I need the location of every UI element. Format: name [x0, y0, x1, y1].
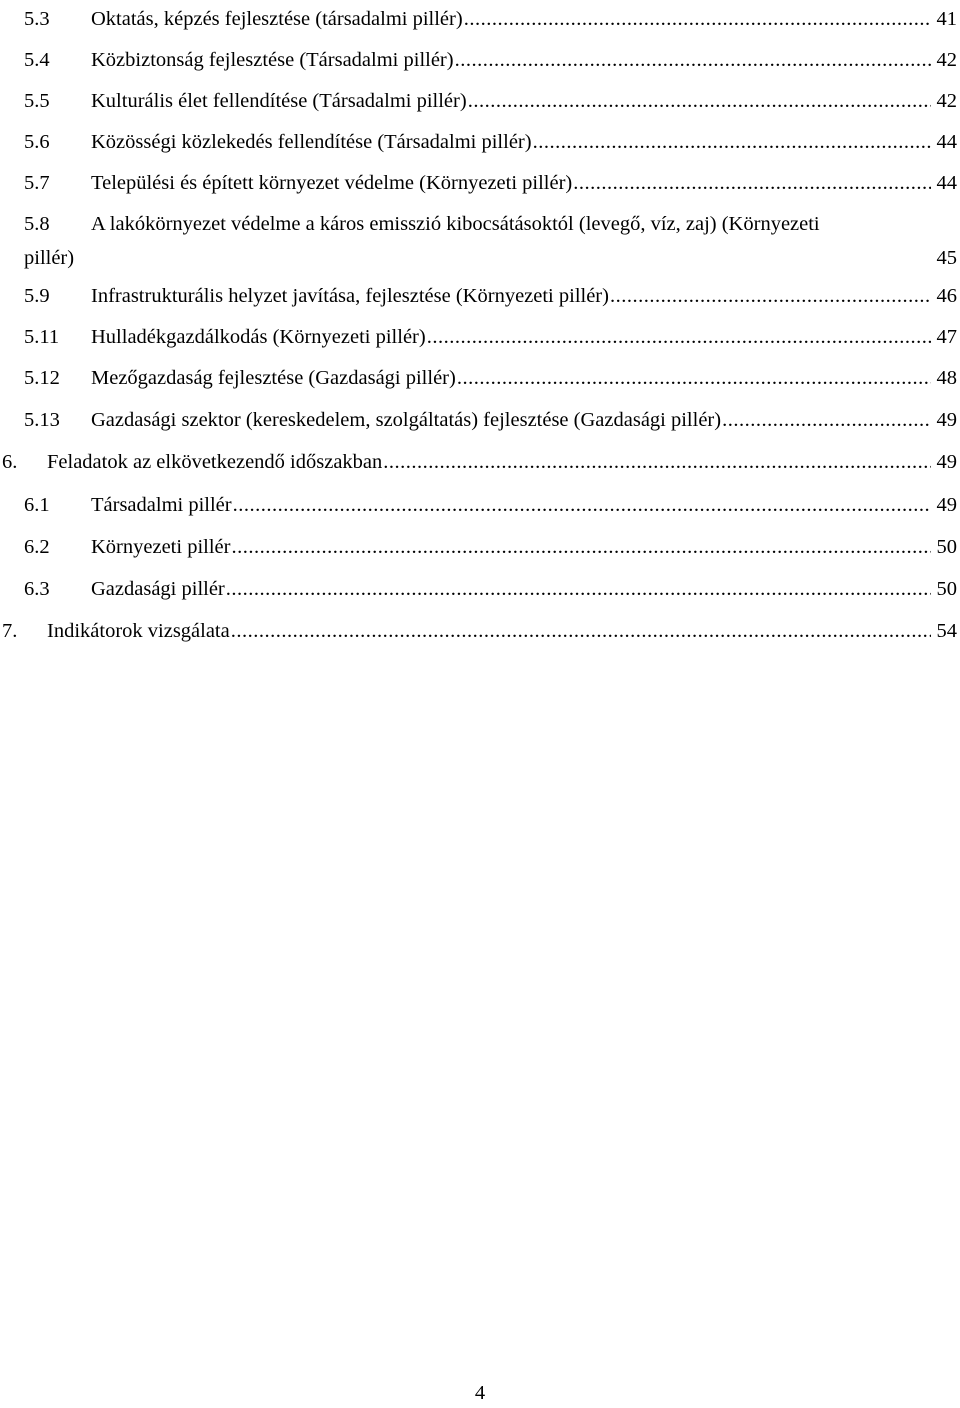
- toc-entry-page: 47: [936, 326, 957, 348]
- toc-entry-page: 49: [936, 451, 957, 473]
- toc-entry-page: 44: [936, 131, 957, 153]
- toc-entry-page: 45: [936, 247, 957, 269]
- toc-entry-page: 54: [936, 620, 957, 642]
- dot-leader: [457, 363, 931, 393]
- toc-entry-page: 49: [936, 494, 957, 516]
- toc-entry-title: Kulturális élet fellendítése (Társadalmi pillér): [91, 90, 467, 112]
- toc-entry-number: 5.9: [24, 285, 50, 307]
- dot-leader: [468, 86, 931, 116]
- toc-entry-title: Társadalmi pillér: [91, 494, 232, 516]
- toc-entry-number: 5.5: [24, 90, 50, 112]
- toc-entry[interactable]: [0, 127, 960, 157]
- toc-entry-title: Környezeti pillér: [91, 536, 231, 558]
- page-number: 4: [474, 1382, 486, 1404]
- toc-entry-title: Feladatok az elkövetkezendő időszakban: [47, 451, 383, 473]
- toc-entry-title: Közösségi közlekedés fellendítése (Társadalmi pillér): [91, 131, 532, 153]
- toc-entry-title: Mezőgazdaság fejlesztése (Gazdasági pillér): [91, 367, 456, 389]
- dot-leader: [231, 616, 931, 646]
- toc-entry-number: 5.7: [24, 172, 50, 194]
- toc-entry-title: Indikátorok vizsgálata: [47, 620, 230, 642]
- dot-leader: [573, 168, 931, 198]
- toc-entry-page: 50: [936, 536, 957, 558]
- toc-entry-page: 48: [936, 367, 957, 389]
- toc-entry[interactable]: [0, 574, 960, 604]
- toc-entry[interactable]: [0, 405, 960, 435]
- toc-entry-number: 5.12: [24, 367, 60, 389]
- toc-entry[interactable]: [0, 363, 960, 393]
- toc-entry-page: 42: [936, 90, 957, 112]
- toc-entry[interactable]: [0, 281, 960, 311]
- toc-entry-number: 7.: [2, 620, 18, 642]
- toc-entry-page: 50: [936, 578, 957, 600]
- toc-entry[interactable]: [0, 86, 960, 116]
- toc-entry-number: 5.8: [24, 213, 50, 235]
- toc-entry-page: 42: [936, 49, 957, 71]
- toc-entry-number: 6.2: [24, 536, 50, 558]
- toc-entry-number: 6.1: [24, 494, 50, 516]
- toc-entry[interactable]: [0, 532, 960, 562]
- dot-leader: [231, 532, 931, 562]
- toc-entry-number: 5.11: [24, 326, 60, 348]
- toc-entry-title: Hulladékgazdálkodás (Környezeti pillér): [91, 326, 426, 348]
- toc-entry-page: 41: [936, 8, 957, 30]
- toc-entry-title: Oktatás, képzés fejlesztése (társadalmi pillér): [91, 8, 463, 30]
- toc-entry-title: Települési és épített környezet védelme (Környezeti pillér): [91, 172, 573, 194]
- toc-entry[interactable]: [0, 490, 960, 520]
- toc-entry-chapter[interactable]: [0, 616, 960, 646]
- dot-leader: [464, 4, 931, 34]
- dot-leader: [533, 127, 931, 157]
- toc-entry-number: 5.13: [24, 409, 60, 431]
- dot-leader: [427, 322, 931, 352]
- toc-entry[interactable]: [0, 45, 960, 75]
- toc-entry-page: 46: [936, 285, 957, 307]
- toc-entry-title: A lakókörnyezet védelme a káros emisszió kibocsátásoktól (levegő, víz, zaj) (Környezeti: [91, 213, 820, 235]
- toc-entry-wrapped[interactable]: [0, 209, 960, 273]
- toc-entry[interactable]: [0, 4, 960, 34]
- toc-entry-number: 5.3: [24, 8, 50, 30]
- dot-leader: [383, 447, 931, 477]
- dot-leader: [455, 45, 931, 75]
- toc-entry-title: Gazdasági szektor (kereskedelem, szolgáltatás) fejlesztése (Gazdasági pillér): [91, 409, 722, 431]
- dot-leader: [226, 574, 931, 604]
- toc-entry[interactable]: [0, 168, 960, 198]
- toc-entry-title-continued: pillér): [24, 247, 75, 269]
- toc-entry-number: 6.3: [24, 578, 50, 600]
- toc-entry-title: Közbiztonság fejlesztése (Társadalmi pillér): [91, 49, 454, 71]
- dot-leader: [722, 405, 931, 435]
- toc-entry-number: 6.: [2, 451, 18, 473]
- toc-entry[interactable]: [0, 322, 960, 352]
- dot-leader: [233, 490, 931, 520]
- toc-entry-title: Infrastrukturális helyzet javítása, fejlesztése (Környezeti pillér): [91, 285, 609, 307]
- toc-entry-number: 5.4: [24, 49, 50, 71]
- toc-entry-chapter[interactable]: [0, 447, 960, 477]
- toc-entry-page: 49: [936, 409, 957, 431]
- dot-leader: [610, 281, 931, 311]
- toc-entry-page: 44: [936, 172, 957, 194]
- toc-entry-number: 5.6: [24, 131, 50, 153]
- toc-entry-title: Gazdasági pillér: [91, 578, 225, 600]
